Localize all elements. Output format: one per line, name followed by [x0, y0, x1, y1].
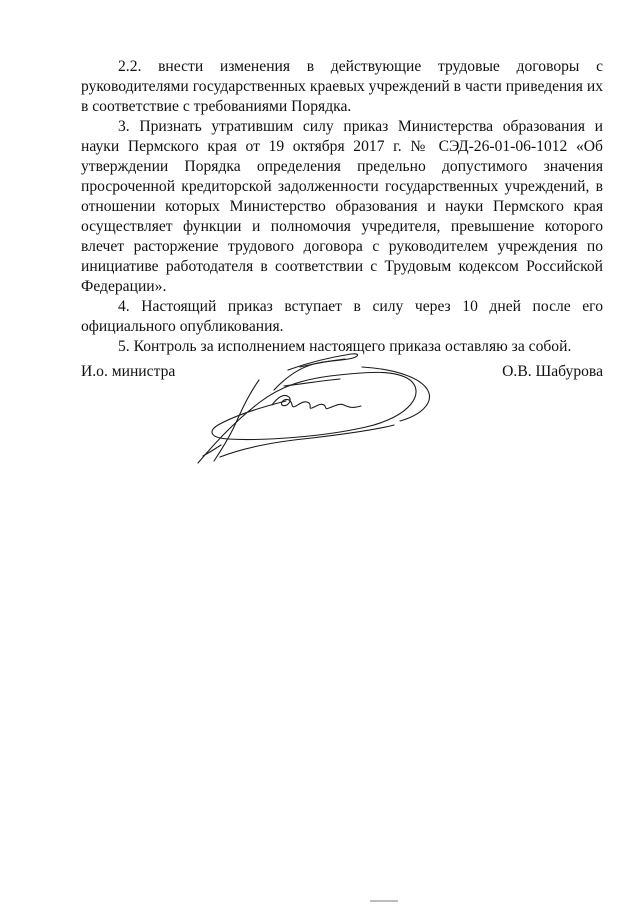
signatory-position: И.о. министра: [81, 363, 176, 380]
paragraph-3: 3. Признать утратившим силу приказ Министерства образования и науки Пермского края от 19 октября 2017 г. № СЭД-26-01-06-1012 «Об утверждении Порядка определения предельно допустимого значения просроченной кредиторской задолженности государственных учреждений, в отношении которых Министерство образования и науки Пермского края осуществляет функции и полномочия учредителя, превышение которого влечет расторжение трудового договора с руководителем учреждения по инициативе работодателя в соответствии с Трудовым кодексом Российской Федерации».: [81, 118, 603, 295]
paragraph-4: 4. Настоящий приказ вступает в силу через 10 дней после его официального опубликования.: [81, 298, 603, 335]
document-body: [81, 57, 603, 357]
handwritten-signature: [190, 345, 440, 470]
page-bottom-mark: [370, 900, 398, 902]
signatory-name: О.В. Шабурова: [502, 363, 603, 380]
paragraph-5: 5. Контроль за исполнением настоящего приказа оставляю за собой.: [118, 338, 572, 355]
paragraph-2-2: 2.2. внести изменения в действующие трудовые договоры с руководителями государственных краевых учреждений в части приведения их в соответствие с требованиями Порядка.: [81, 58, 603, 115]
